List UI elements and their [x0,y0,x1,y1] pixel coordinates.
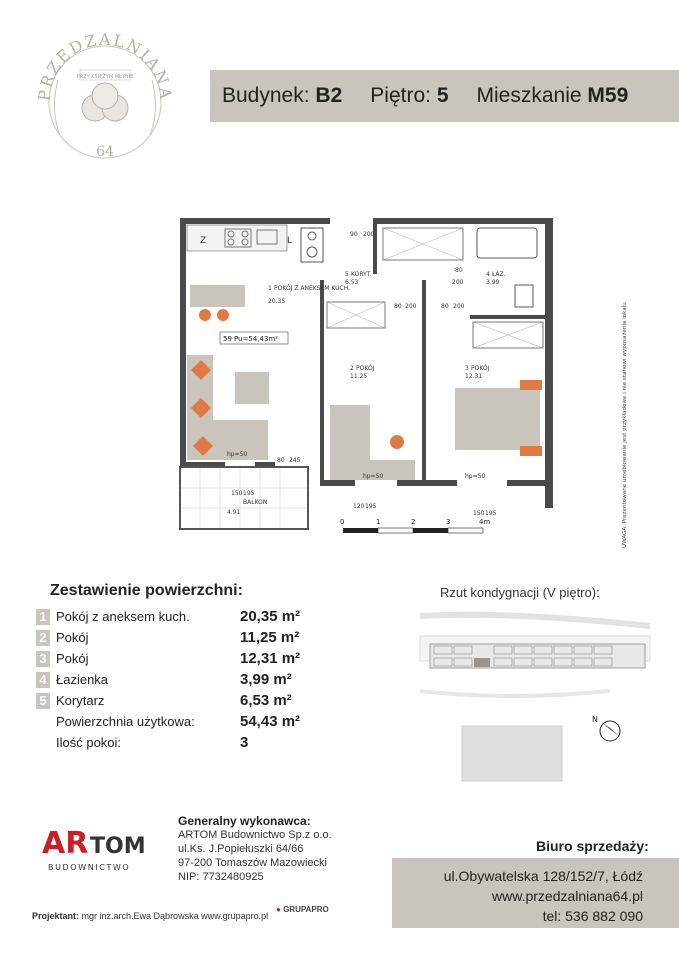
artom-logo-tom: TOM [90,834,146,859]
sales-phone: tel: 536 882 090 [542,908,643,924]
north-label: N [592,715,598,724]
l-label: L [287,236,293,246]
room5-name: KORYT. [351,271,372,278]
row-value: 6,53 m² [240,692,292,709]
stove-label: Z [200,236,207,246]
room3-area: 12.31 [465,373,483,380]
row-value: 11,25 m² [240,629,300,646]
general-contractor [178,814,332,884]
row-value: 3,99 m² [240,671,292,688]
room3-bed [455,388,540,450]
balcony-area: 4.91 [227,509,241,516]
room4-name: ŁAZ. [492,271,506,278]
row-label: Korytarz [56,693,105,708]
room3-name: POKÓJ [471,365,490,372]
row-number: 4 [36,672,50,688]
apartment-info: Mieszkanie M59 [476,84,629,107]
floor-value: 5 [436,84,449,107]
designer-credit [32,911,268,921]
room5-num: 5 [345,271,349,278]
building-value: B2 [315,84,343,107]
door5-h: 245 [289,457,301,464]
apartment-highlight [474,658,490,667]
window3-hp: hp=50 [465,473,486,480]
window2-dim-a: 120 [353,503,365,510]
summary-row [36,606,366,627]
dining-set [190,285,245,321]
row-label: Pokój [56,651,89,666]
contractor-title: Generalny wykonawca: [178,814,311,828]
row-number: 3 [36,651,50,667]
designer-text: mgr inż.arch.Ewa Dąbrowska www.grupapro.pl [81,911,269,921]
door3-h: 200 [405,303,417,310]
sales-office-info [392,858,679,928]
area-summary [36,582,366,753]
scale-0: 0 [340,518,345,526]
row-number: 2 [36,630,50,646]
floor-overview-title: Rzut kondygnacji (V piętro): [440,585,600,600]
window1-hp: hp=50 [227,451,248,458]
summary-row [36,669,366,690]
sales-website[interactable]: www.przedzalniana64.pl [492,888,643,904]
scale-3: 3 [446,518,451,526]
balcony-label: BALKON [243,499,268,506]
window3-dim-b: 195 [485,510,497,517]
grupapro-logo: ● GRUPAPRO [276,905,329,914]
row-number: 5 [36,693,50,709]
scale-1: 1 [376,518,381,526]
total-value: 54,43 m² [240,713,301,730]
room4-area: 3.99 [486,279,500,286]
pu-value: Pu=54,43m² [234,335,279,343]
room1-num: 1 [268,285,272,292]
grupapro-brand: GRUPAPRO [283,905,329,914]
artom-logo [40,818,150,878]
contractor-line: NIP: 7732480925 [178,871,264,883]
furniture-note-text: UWAGA: Prezentowane umeblowanie jest przykładowe i nie stanowi wyposażenia lokalu [622,302,628,548]
summary-row [36,627,366,648]
window2-dim-b: 195 [365,503,377,510]
living-furniture [187,355,269,460]
scale-bar [340,518,490,533]
row-label: Łazienka [56,672,109,687]
building-info: Budynek: B2 [222,84,343,107]
logo-name: PRZEDZALNIANA [34,29,176,102]
row-label: Pokój [56,630,89,645]
sales-office-title: Biuro sprzedaży: [536,838,649,854]
row-number: 1 [36,609,50,625]
apartment-value: M59 [587,84,629,107]
scale-2: 2 [411,518,416,526]
door1-h: 200 [363,231,375,238]
scale-4: 4m [479,518,491,526]
room3-num: 3 [465,365,469,372]
furniture-note [612,230,632,550]
summary-total-row [36,711,366,732]
logo-tagline: PRZY KSIĘŻYM MŁYNIE [76,74,134,80]
door1-w: 90 [350,231,358,238]
floor-info: Piętro: 5 [370,84,449,107]
kitchen-unit [187,225,323,262]
floor-plan [165,210,565,540]
room5-area: 6.53 [345,279,359,286]
artom-logo-sub: BUDOWNICTWO [48,863,131,872]
door5-w: 80 [277,457,285,464]
apartment-header [210,70,679,122]
brand-logo [20,20,190,170]
room1-area: 20.35 [268,298,286,305]
door2-w: 80 [455,267,463,274]
balcony [180,467,308,529]
window3-dim-a: 150 [473,510,485,517]
room2-bed [330,405,370,480]
summary-rooms-row [36,732,366,753]
contractor-line: 97-200 Tomaszów Mazowiecki [178,857,327,869]
logo-number: 64 [96,144,114,160]
sales-address: ul.Obywatelska 128/152/7, Łódź [443,868,643,884]
bathtub [477,228,537,258]
door4-w: 80 [441,303,449,310]
door4-h: 200 [453,303,465,310]
apartment-tag: 59 [223,335,232,343]
row-label: Pokój z aneksem kuch. [56,609,190,624]
window1-dim-b: 195 [243,490,255,497]
designer-label: Projektant: [32,911,80,921]
rooms-label: Ilość pokoi: [56,735,122,750]
room1-name: POKÓJ Z ANEKSEM KUCH. [274,285,351,292]
room4-num: 4 [486,271,490,278]
rooms-value: 3 [240,734,249,751]
summary-row [36,648,366,669]
door3-w: 80 [394,303,402,310]
floor-overview-map [410,606,660,786]
window2-hp: hp=50 [363,473,384,480]
row-value: 20,35 m² [240,608,301,625]
room2-area: 11.25 [350,373,368,380]
window1-dim-a: 150 [231,490,243,497]
toilet [515,285,533,307]
total-label: Powierzchnia użytkowa: [56,714,195,729]
artom-logo-ar: AR [42,826,89,861]
north-arrow-icon [592,715,620,741]
door2-h: 200 [452,279,464,286]
contractor-line: ul.Ks. J.Popiełuszki 64/66 [178,843,304,855]
summary-title: Zestawienie powierzchni: [50,582,243,599]
room2-name: POKÓJ [356,365,375,372]
room2-num: 2 [350,365,354,372]
summary-row [36,690,366,711]
contractor-line: ARTOM Budownictwo Sp.z o.o. [178,829,332,841]
row-value: 12,31 m² [240,650,301,667]
